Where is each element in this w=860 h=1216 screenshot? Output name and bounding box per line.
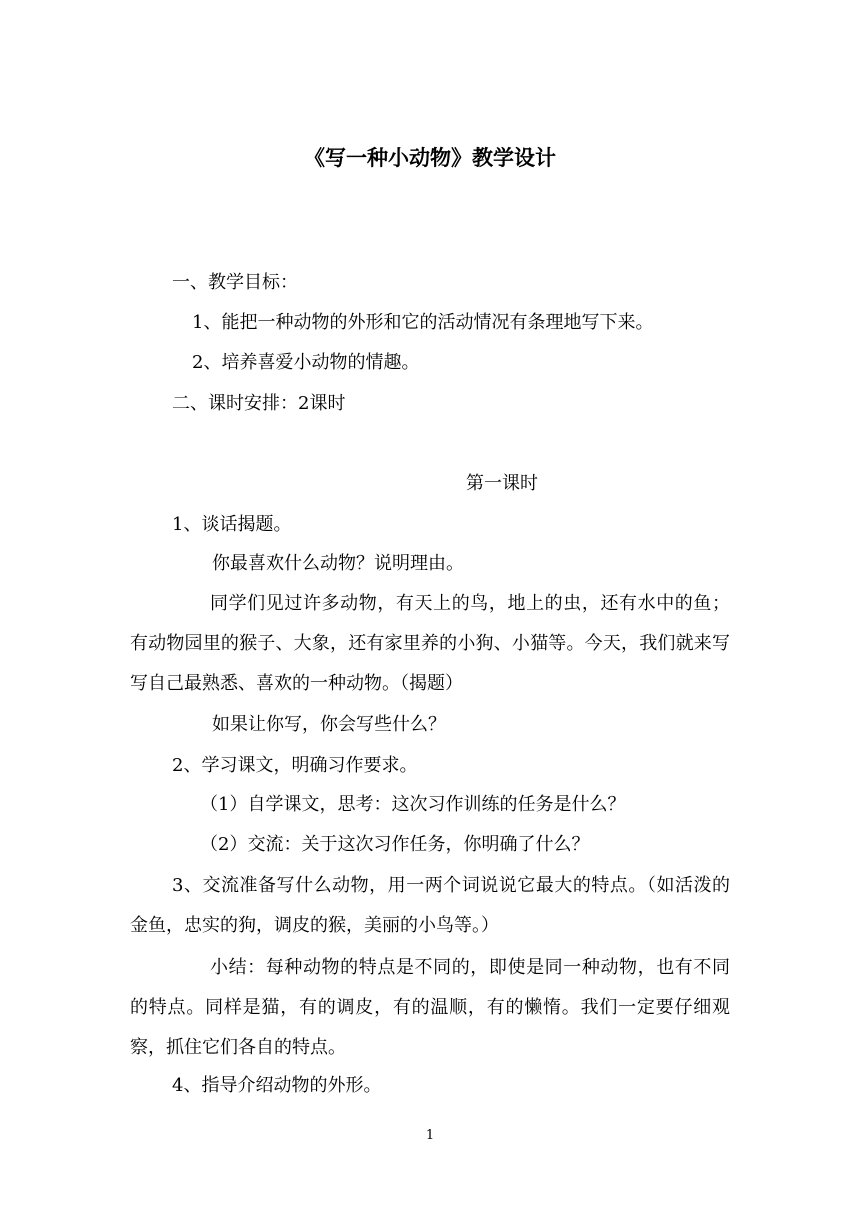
step-1-question: 你最喜欢什么动物？说明理由。 bbox=[212, 553, 464, 574]
step-1-paragraph: 同学们见过许多动物，有天上的鸟，地上的虫，还有水中的鱼；有动物园里的猴子、大象，还有家里养的小狗、小猫等。今天，我们就来写写自己最熟悉、喜欢的一种动物。（揭题） bbox=[130, 593, 730, 694]
step-4: 4、指导介绍动物的外形。 bbox=[172, 1075, 382, 1096]
step-3-paragraph: 3、交流准备写什么动物，用一两个词说说它最大的特点。（如活泼的金鱼，忠实的狗，调皮的猴，美丽的小鸟等。） bbox=[130, 875, 730, 936]
step-2: 2、学习课文，明确习作要求。 bbox=[172, 755, 418, 776]
page-number: 1 bbox=[425, 1128, 435, 1143]
goal-item-1: 1、能把一种动物的外形和它的活动情况有条理地写下来。 bbox=[192, 312, 654, 333]
step-1: 1、谈话揭题。 bbox=[172, 514, 292, 535]
goal-item-2: 2、培养喜爱小动物的情趣。 bbox=[192, 352, 420, 373]
lesson-heading: 第一课时 bbox=[466, 473, 538, 494]
step-2-b: （2）交流：关于这次习作任务，你明确了什么？ bbox=[200, 834, 590, 855]
summary-paragraph: 小结：每种动物的特点是不同的，即使是同一种动物，也有不同的特点。同样是猫，有的调皮，有的温顺，有的懒惰。我们一定要仔细观察，抓住它们各自的特点。 bbox=[130, 957, 730, 1058]
document-title: 《写一种小动物》教学设计 bbox=[304, 146, 556, 170]
goals-heading: 一、教学目标： bbox=[172, 272, 298, 293]
step-2-a: （1）自学课文，思考：这次习作训练的任务是什么？ bbox=[200, 794, 626, 815]
step-1-question-2: 如果让你写，你会写些什么？ bbox=[212, 714, 446, 735]
schedule-line: 二、课时安排：2课时 bbox=[172, 393, 346, 414]
